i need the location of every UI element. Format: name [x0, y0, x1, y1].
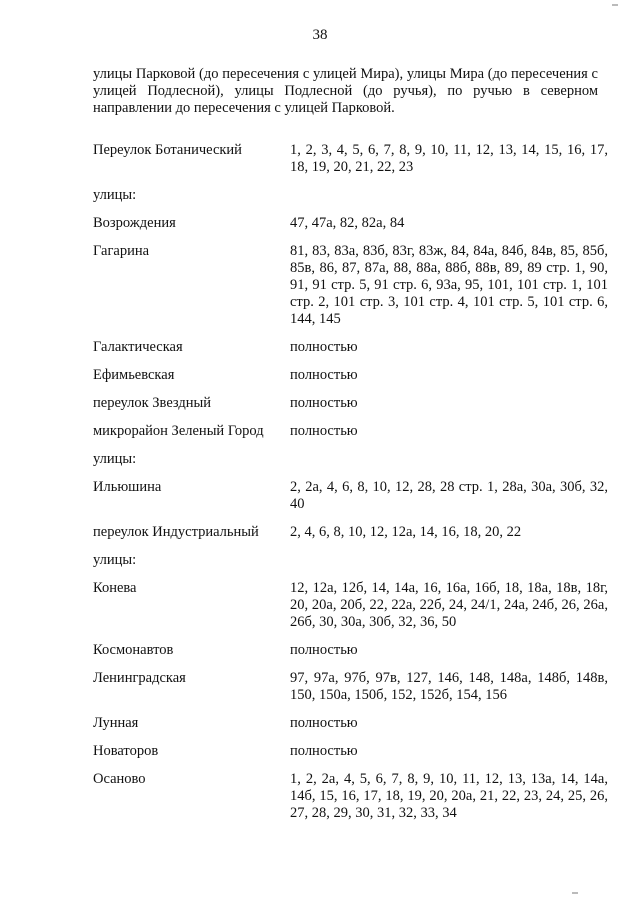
street-name: переулок Звездный: [93, 395, 212, 411]
list-item: [93, 715, 608, 732]
house-numbers: полностью: [290, 743, 358, 759]
house-numbers: 1, 2, 3, 4, 5, 6, 7, 8, 9, 10, 11, 12, 13, 14, 15, 16, 17, 18, 19, 20, 21, 22, 23: [290, 142, 608, 175]
list-item: [93, 243, 608, 328]
street-name: Конева: [93, 580, 137, 596]
house-numbers: полностью: [290, 395, 358, 411]
list-item: [93, 395, 608, 412]
street-name: Галактическая: [93, 339, 183, 355]
street-name: Переулок Ботанический: [93, 142, 242, 158]
scan-mark: [572, 892, 578, 894]
street-name: Новаторов: [93, 743, 159, 759]
house-numbers: [393, 451, 608, 468]
street-name: Осаново: [93, 771, 146, 787]
street-name: Космонавтов: [93, 642, 174, 658]
street-name: Гагарина: [93, 243, 150, 259]
house-numbers: [393, 187, 608, 204]
house-numbers: 2, 4, 6, 8, 10, 12, 12а, 14, 16, 18, 20, 22: [290, 524, 522, 540]
street-name: переулок Индустриальный: [93, 524, 259, 540]
list-item: [93, 771, 608, 822]
house-numbers: полностью: [290, 367, 358, 383]
street-name: Ефимьевская: [93, 367, 175, 383]
list-item: [93, 215, 608, 232]
list-item: [93, 187, 608, 204]
list-item: [93, 743, 608, 760]
list-item: [93, 367, 608, 384]
list-item: [93, 642, 608, 659]
list-item: [93, 423, 608, 440]
list-item: [93, 524, 608, 541]
house-numbers: полностью: [290, 423, 358, 439]
list-item: [93, 339, 608, 356]
street-name: Ленинградская: [93, 670, 186, 686]
house-numbers: 2, 2а, 4, 6, 8, 10, 12, 28, 28 стр. 1, 28а, 30а, 30б, 32, 40: [290, 479, 608, 512]
street-name: микрорайон Зеленый Город: [93, 423, 264, 439]
house-numbers: полностью: [290, 339, 358, 355]
section-heading: улицы:: [93, 187, 137, 203]
list-item: [93, 451, 608, 468]
street-name: Лунная: [93, 715, 139, 731]
list-item: [93, 479, 608, 513]
section-heading: улицы:: [93, 451, 137, 467]
house-numbers: полностью: [290, 642, 358, 658]
scan-mark: [612, 4, 618, 6]
house-numbers: 97, 97а, 97б, 97в, 127, 146, 148, 148а, 148б, 148в, 150, 150а, 150б, 152, 152б, 154, 156: [290, 670, 608, 703]
house-numbers: 12, 12а, 12б, 14, 14а, 16, 16а, 16б, 18, 18а, 18в, 18г, 20, 20а, 20б, 22, 22а, 22б, 24, 24/1, 24а, 24б, 26, 26а, 26б, 30, 30а, 30б, 32, 36, 50: [290, 580, 608, 630]
house-numbers: 1, 2, 2а, 4, 5, 6, 7, 8, 9, 10, 11, 12, 13, 13а, 14, 14а, 14б, 15, 16, 17, 18, 19, 20, 20а, 21, 22, 23, 24, 25, 26, 27, 28, 29, 30, 31, 32, 33, 34: [290, 771, 608, 821]
page-number: 38: [312, 27, 328, 43]
list-item: [93, 142, 608, 176]
section-heading: улицы:: [93, 552, 137, 568]
house-numbers: полностью: [290, 715, 358, 731]
street-name: Возрождения: [93, 215, 176, 231]
house-numbers: 47, 47а, 82, 82а, 84: [290, 215, 405, 231]
intro-paragraph: улицы Парковой (до пересечения с улицей Мира), улицы Мира (до пересечения с улицей Подлесной), улицы Подлесной (до ручья), по ручью в северном направлении до пересечения с улицей Парковой.: [93, 66, 598, 116]
house-numbers: [393, 552, 608, 569]
list-item: [93, 552, 608, 569]
street-name: Ильюшина: [93, 479, 162, 495]
list-item: [93, 580, 608, 631]
house-numbers: 81, 83, 83а, 83б, 83г, 83ж, 84, 84а, 84б, 84в, 85, 85б, 85в, 86, 87, 87а, 88, 88а, 88б, 88в, 89, 89 стр. 1, 90, 91, 91 стр. 5, 91 стр. 6, 93а, 95, 101, 101 стр. 1, 101 стр. 2, 101 стр. 3, 101 стр. 4, 101 стр. 5, 101 стр. 6, 144, 145: [290, 243, 608, 327]
list-item: [93, 670, 608, 704]
address-list: [93, 142, 608, 833]
